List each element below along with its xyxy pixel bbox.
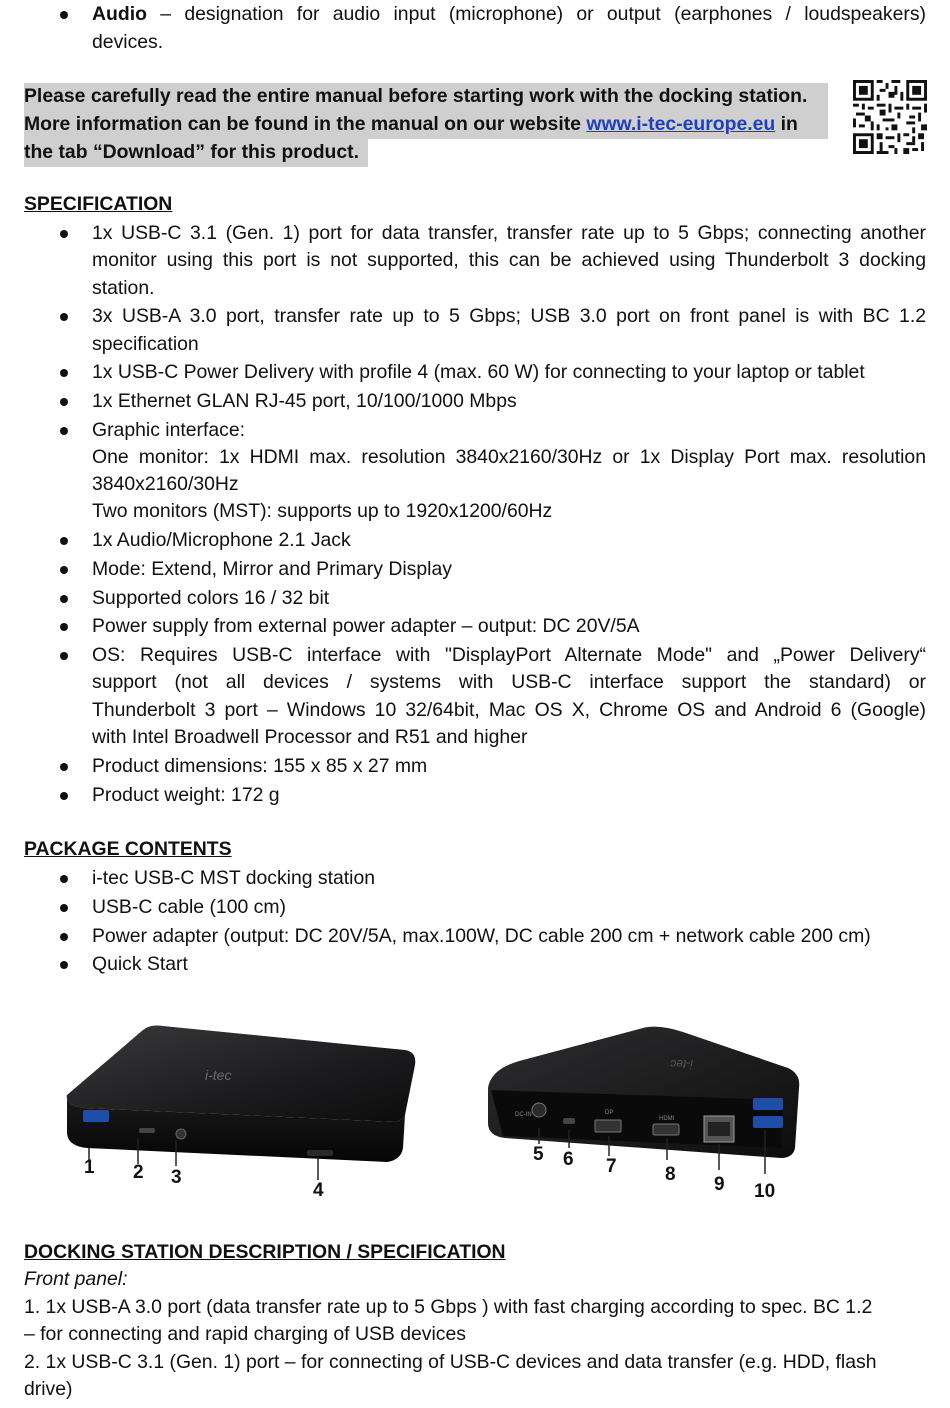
website-link[interactable]: www.i-tec-europe.eu [586,113,776,135]
bullet [60,933,68,941]
spec-item-2-line-1: 3x USB-A 3.0 port, transfer rate up to 5 Gbps; USB 3.0 port on front panel is with BC 1.2 [92,305,926,327]
docking-station-back-photo [483,1018,803,1188]
port-number-9: 9 [714,1174,725,1195]
port-number-2: 2 [133,1162,144,1183]
spec-item-8: Supported colors 16 / 32 bit [92,587,330,609]
notice-line-2: More information can be found in the manual on our website www.i-tec-europe.eu in [24,111,828,139]
port-number-10: 10 [754,1181,776,1202]
spec-item-10-line-4: with Intel Broadwell Processor and R51 and higher [92,726,528,748]
description-line-1: 1. 1x USB-A 3.0 port (data transfer rate up to 5 Gbps ) with fast charging according to spec. BC 1.2 [24,1296,873,1318]
spec-item-2-line-2: specification [92,333,199,355]
package-item-3: Power adapter (output: DC 20V/5A, max.100W, DC cable 200 cm + network cable 200 cm) [92,925,871,947]
docking-station-front-photo [55,1020,425,1205]
front-brand-logo: i-tec [205,1067,232,1083]
spec-item-10-line-3: Thunderbolt 3 port – Windows 10 32/64bit, Mac OS X, Chrome OS and Android 6 (Google) [92,699,926,721]
specification-heading: SPECIFICATION [24,193,173,215]
package-item-1: i-tec USB-C MST docking station [92,867,376,889]
back-brand-logo: i-tec [670,1057,693,1071]
bullet [60,652,68,660]
bullet [60,398,68,406]
description-line-4: drive) [24,1378,73,1400]
bullet [60,230,68,238]
spec-item-6: 1x Audio/Microphone 2.1 Jack [92,529,351,551]
spec-item-5-line-2: One monitor: 1x HDMI max. resolution 3840x2160/30Hz or 1x Display Port max. resolution [92,446,926,468]
dc-in-port-label: DC-IN [515,1112,532,1118]
port-number-3: 3 [171,1167,182,1188]
spec-item-5-line-1: Graphic interface: [92,419,246,441]
dp-port-label: DP [605,1110,614,1116]
spec-item-11: Product dimensions: 155 x 85 x 27 mm [92,755,428,777]
spec-item-1-line-2: monitor using this port is not supported, this can be achieved using Thunderbolt 3 docking [92,249,926,271]
audio-line-1: Audio – designation for audio input (microphone) or output (earphones / loudspeakers) [92,3,926,25]
description-heading: DOCKING STATION DESCRIPTION / SPECIFICATION [24,1241,506,1263]
spec-item-5-line-3: 3840x2160/30Hz [92,473,239,495]
package-item-4: Quick Start [92,953,188,975]
spec-item-5-line-4: Two monitors (MST): supports up to 1920x1200/60Hz [92,500,553,522]
bullet [60,961,68,969]
notice-line-3: the tab “Download” for this product. [24,139,368,167]
bullet [60,537,68,545]
description-line-2: – for connecting and rapid charging of USB devices [24,1323,466,1345]
notice-line-1: Please carefully read the entire manual before starting work with the docking station. [24,83,828,111]
port-number-6: 6 [563,1149,574,1170]
bullet [60,792,68,800]
qr-code [853,80,927,154]
port-number-7: 7 [606,1156,617,1177]
port-number-5: 5 [533,1144,544,1165]
description-line-3: 2. 1x USB-C 3.1 (Gen. 1) port – for connecting of USB-C devices and data transfer (e.g. HDD, flash [24,1351,877,1373]
bullet [60,763,68,771]
bullet [60,427,68,435]
spec-item-10-line-1: OS: Requires USB-C interface with "DisplayPort Alternate Mode" and „Power Delivery“ [92,644,926,666]
bullet [60,623,68,631]
port-number-8: 8 [665,1164,676,1185]
bullet [60,566,68,574]
spec-item-1-line-1: 1x USB-C 3.1 (Gen. 1) port for data transfer, transfer rate up to 5 Gbps; connecting another [92,222,926,244]
bullet [60,313,68,321]
package-heading: PACKAGE CONTENTS [24,838,232,860]
bullet [60,11,68,19]
bullet [60,595,68,603]
package-item-2: USB-C cable (100 cm) [92,896,286,918]
audio-line-2: devices. [92,31,164,53]
hdmi-port-label: HDMI [659,1116,675,1122]
spec-item-1-line-3: station. [92,277,155,299]
spec-item-3: 1x USB-C Power Delivery with profile 4 (max. 60 W) for connecting to your laptop or tablet [92,361,865,383]
spec-item-10-line-2: support (not all devices / systems with USB-C interface support the standard) or [92,671,926,693]
spec-item-7: Mode: Extend, Mirror and Primary Display [92,558,452,580]
bullet [60,904,68,912]
bullet [60,369,68,377]
spec-item-12: Product weight: 172 g [92,784,280,806]
spec-item-4: 1x Ethernet GLAN RJ-45 port, 10/100/1000 Mbps [92,390,517,412]
front-panel-subtitle: Front panel: [24,1268,128,1290]
bullet [60,875,68,883]
port-number-4: 4 [313,1180,324,1201]
port-number-1: 1 [84,1157,95,1178]
spec-item-9: Power supply from external power adapter – output: DC 20V/5A [92,615,640,637]
